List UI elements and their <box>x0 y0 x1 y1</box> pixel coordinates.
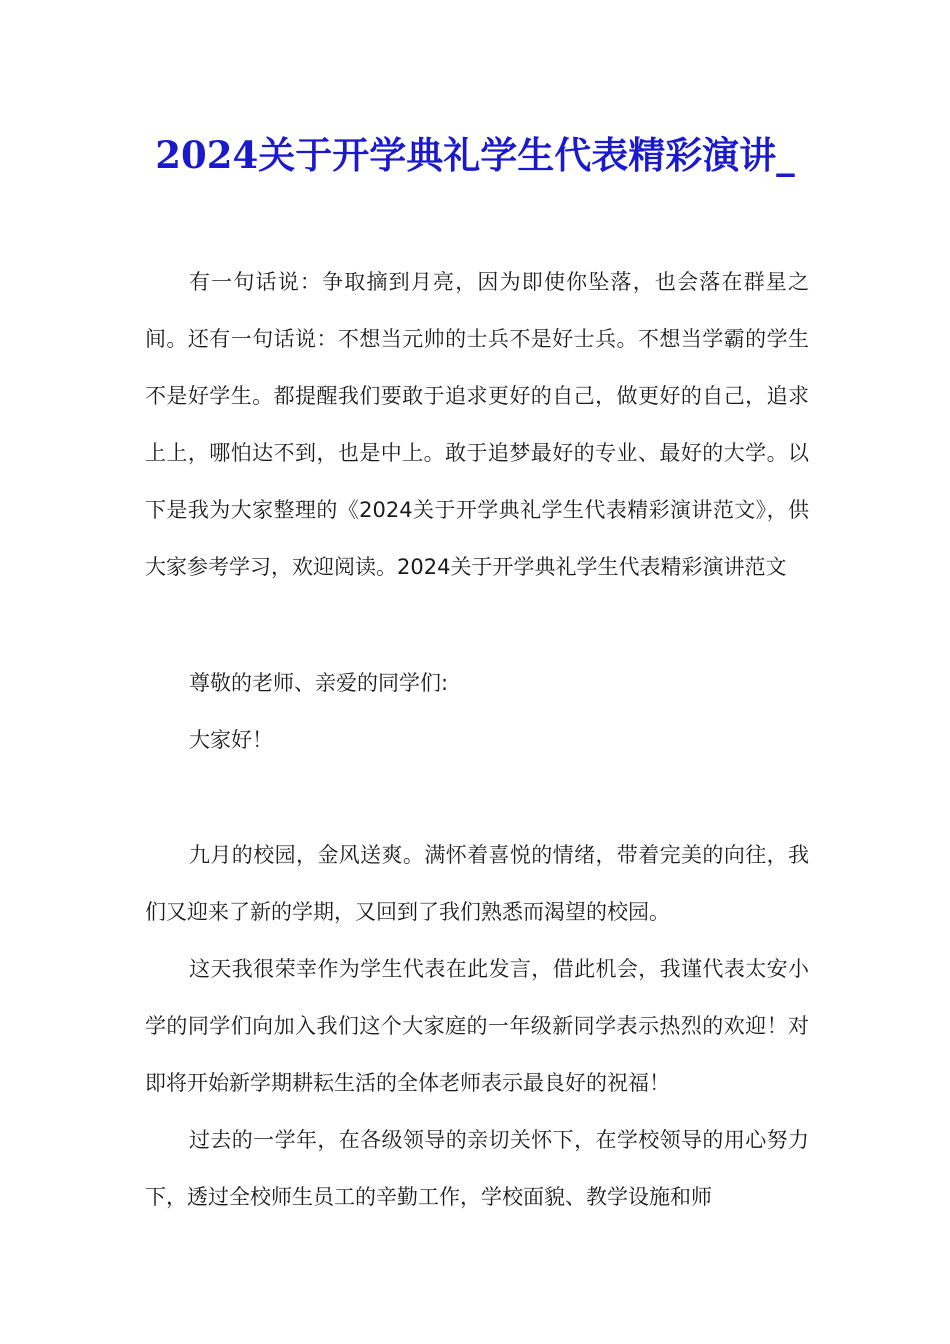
paragraph-intro: 有一句话说：争取摘到月亮，因为即使你坠落，也会落在群星之间。还有一句话说：不想当元帅的士兵不是好士兵。不想当学霸的学生不是好学生。都提醒我们要敢于追求更好的自己，做更好的自己，追求上上，哪怕达不到，也是中上。敢于追梦最好的专业、最好的大学。以下是我为大家整理的《2024关于开学典礼学生代表精彩演讲范文》，供大家参考学习，欢迎阅读。2024关于开学典礼学生代表精彩演讲范文 <box>145 270 809 579</box>
paragraph-salutation: 尊敬的老师、亲爱的同学们: <box>189 671 449 695</box>
paragraph-september: 九月的校园，金风送爽。满怀着喜悦的情绪，带着完美的向往，我们又迎来了新的学期，又回到了我们熟悉而渴望的校园。 <box>145 843 809 924</box>
document-title: 2024关于开学典礼学生代表精彩演讲_ <box>155 133 795 177</box>
paragraph-representative: 这天我很荣幸作为学生代表在此发言，借此机会，我谨代表太安小学的同学们向加入我们这个大家庭的一年级新同学表示热烈的欢迎！对即将开始新学期耕耘生活的全体老师表示最良好的祝福！ <box>145 957 809 1095</box>
paragraph-greeting: 大家好！ <box>189 728 273 752</box>
paragraph-past-year: 过去的一学年，在各级领导的亲切关怀下，在学校领导的用心努力下，透过全校师生员工的辛勤工作，学校面貌、教学设施和师 <box>145 1128 809 1209</box>
